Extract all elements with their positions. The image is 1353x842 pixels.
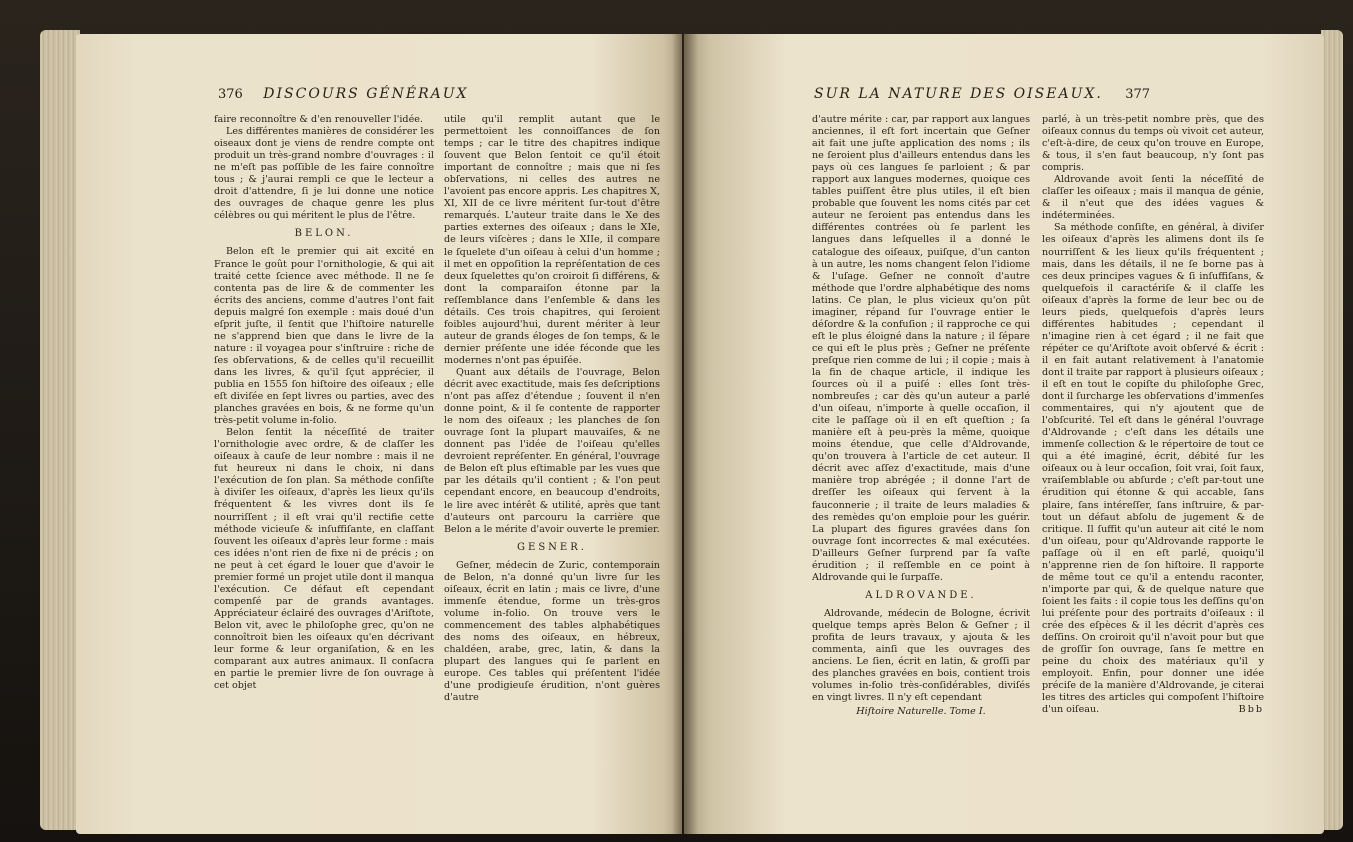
right-page-number: 377 xyxy=(1125,87,1151,102)
paragraph: parlé, à un très-petit nombre près, que des oiſeaux connus du temps où vivoit cet auteur, c'eſt-à-dire, de ceux qu'on trouve en Europe, & tous, il s'en faut beaucoup, n'y ſont pas compris. xyxy=(1042,114,1264,174)
left-running-head xyxy=(218,86,469,102)
right-running-title: SUR LA NATURE DES OISEAUX. xyxy=(814,86,1103,102)
left-column-2 xyxy=(444,114,660,704)
paragraph: d'autre mérite : car, par rapport aux langues anciennes, il eſt fort incertain que Geſner ait fait une juſte application des noms ; ils ne ſeroient plus d'ailleurs entendus dans les pays où ces langues ſe parloient ; & par rapport aux langues modernes, quoique ces tables puiſſent être plus utiles, il eſt bien probable que ſouvent les noms cités par cet auteur ne ſeroient pas entendus dans les différentes contrées où ſe parlent les langues dans leſquelles il a donné le catalogue des oiſeaux, puiſque, d'un canton à un autre, les noms changent ſelon l'idiome & l'uſage. Geſner ne connoît d'autre méthode que l'ordre alphabétique des noms latins. Ce plan, le plus vicieux qu'on pût imaginer, répand ſur l'ouvrage entier le déſordre & la confuſion ; il rapproche ce qui eſt le plus éloigné dans la nature ; il ſépare ce qui eſt le plus près ; Geſner ne préſente preſque rien comme de lui ; il copie ; mais à la fin de chaque article, il indique les ſources où il a puiſé : elles ſont très-nombreuſes ; car dès qu'un auteur a parlé d'un oiſeau, n'importe à quelle occaſion, il cite le paſſage où il en eſt queſtion ; ſa manière eſt à peu-près la même, quoique moins étendue, que celle d'Aldrovande, qu'on trouvera à l'article de cet auteur. Il décrit avec aſſez d'exactitude, mais d'une manière trop abrégée ; il donne l'art de dreſſer les oiſeaux qui ſervent à la fauconnerie ; il traite de leurs maladies & des remèdes qu'on emploie pour les guérir. La plupart des figures gravées dans ſon ouvrage ſont incorrectes & mal exécutées. D'ailleurs Geſner ſurprend par ſa vaſte érudition ; il reſſemble en ce point à Aldrovande qui le ſurpaſſe. xyxy=(812,114,1030,583)
right-page xyxy=(684,34,1324,834)
page-stack-left xyxy=(40,30,80,830)
paragraph: Quant aux détails de l'ouvrage, Belon décrit avec exactitude, mais ſes deſcriptions n'ont pas aſſez d'étendue ; ſouvent il n'en donne point, & il ſe contente de rapporter le nom des oiſeaux ; les planches de ſon ouvrage ſont la plupart mauvaiſes, & ne donnent pas l'idée de l'oiſeau qu'elles devroient repréſenter. En général, l'ouvrage de Belon eſt plus eſtimable par les vues que par les détails qu'il contient ; & l'on peut cependant encore, en beaucoup d'endroits, le lire avec intérêt & utilité, après que tant d'auteurs ont parcouru la carrière que Belon a le mérite d'avoir ouverte le premier. xyxy=(444,366,660,535)
left-column-1 xyxy=(214,114,434,692)
left-page-number: 376 xyxy=(218,87,243,102)
paragraph: faire reconnoître & d'en renouveller l'idée. xyxy=(214,114,423,125)
paragraph: Aldrovande, médecin de Bologne, écrivit quelque temps après Belon & Geſner ; il profita de leurs travaux, y ajouta & les commenta, ainſi que les ouvrages des anciens. Le ſien, écrit en latin, & groſſi par des planches gravées en bois, contient trois volumes in-folio très-conſidérables, diviſés en vingt livres. Il n'y eſt cependant xyxy=(812,607,1030,704)
book-gutter xyxy=(672,34,698,834)
section-heading-gesner: GESNER. xyxy=(517,541,587,553)
signature-mark: Bbb xyxy=(1238,704,1264,716)
paragraph: Geſner, médecin de Zuric, contemporain de Belon, n'a donné qu'un livre ſur les oiſeaux, écrit en latin ; mais ce livre, d'une immenſe étendue, forme un très-gros volume in-folio. On trouve vers le commencement des tables alphabétiques des noms des oiſeaux, en hébreux, chaldéen, arabe, grec, latin, & dans la plupart des langues qui ſe parlent en europe. Ces tables qui préſentent l'idée d'une prodigieuſe érudition, n'ont guères d'autre xyxy=(444,559,660,704)
right-column-1 xyxy=(812,114,1030,718)
footer-note: Hiſtoire Naturelle. Tome I. xyxy=(856,706,986,718)
right-running-head xyxy=(814,86,1150,102)
page-stack-right xyxy=(1321,30,1343,830)
paragraph: Les différentes manières de considérer les oiseaux dont je viens de rendre compte ont produit un très-grand nombre d'ouvrages : il ne m'eſt pas poſſible de les faire connoître tous ; & j'aurai rempli ce que le lecteur a droit d'attendre, ſi je lui donne une notice des ouvrages de chaque genre les plus célèbres ou qui méritent le plus de l'être. xyxy=(214,126,434,222)
paragraph: utile qu'il remplit autant que le permettoient les connoiſſances de ſon temps ; car le titre des chapitres indique ſouvent que Belon ſentoit ce qu'il étoit important de connoître ; mais que ni ſes obſervations, ni celles des autres ne l'avoient pas encore appris. Les chapitres X, XI, XII de ce livre méritent ſur-tout d'être remarqués. L'auteur traite dans le Xe des parties externes des oiſeaux ; dans le XIe, de leurs viſcères ; dans le XIIe, il compare le ſquelete d'un oiſeau à celui d'un homme ; il met en oppoſition la repréſentation de ces deux ſquelettes qu'on croiroit ſi différens, & dont la comparaiſon étonne par la reſſemblance dans l'enſemble & dans les détails. Ces trois chapitres, qui ſeroient foibles aujourd'hui, durent mériter à leur auteur de grands éloges de ſon temps, & le dernier préſente une idée féconde que les modernes n'ont pas épuiſée. xyxy=(444,114,660,366)
left-page xyxy=(76,34,682,834)
paragraph: Belon ſentit la néceſſité de traiter l'ornithologie avec ordre, & de claſſer les oiſeaux à cauſe de leur nombre : mais il ne fut heureux ni dans le choix, ni dans l'exécution de ſon plan. Sa méthode conſiſte à diviſer les oiſeaux, d'après les lieux qu'ils fréquentent & les vivres dont ils ſe nourriſſent ; il eſt vrai qu'il rectifie cette méthode vicieuſe & inſuffiſante, en claſſant ſouvent les oiſeaux d'après leur forme : mais ces idées n'ont rien de fixe ni de précis ; on ne peut à cet égard le louer que d'avoir le premier formé un projet utile dont il manqua l'exécution. Ce défaut eſt cependant compenſé par de grands avantages. Appréciateur éclairé des ouvrages d'Ariſtote, Belon vit, avec le philoſophe grec, qu'on ne connoîtroit bien les oiſeaux qu'en décrivant leur forme & leur organiſation, & en les comparant aux autres animaux. Il conſacra en partie le premier livre de ſon ouvrage à cet objet xyxy=(214,427,434,692)
section-heading-aldrovande: ALDROVANDE. xyxy=(865,589,977,601)
paragraph: Aldrovande avoit ſenti la néceſſité de claſſer les oiſeaux ; mais il manqua de génie, & il n'eut que des idées vagues & indéterminées. xyxy=(1042,174,1264,222)
section-heading-belon: BELON. xyxy=(294,228,354,240)
left-running-title: DISCOURS GÉNÉRAUX xyxy=(263,86,469,102)
paragraph: Sa méthode conſiſte, en général, à diviſer les oiſeaux d'après les alimens dont ils ſe nourriſſent & les lieux qu'ils fréquentent ; mais, dans les détails, il ne ſe borne pas à ces deux principes vagues & ſi inſuffiſans, & quelquefois il caractériſe & il claſſe les oiſeaux d'après la forme de leur bec ou de leurs pieds, quelquefois d'après leurs différentes habitudes ; cependant il n'imagine rien à cet égard ; il ne fait que répéter ce qu'Ariſtote avoit obſervé & écrit : il en fait autant relativement à l'anatomie dont il traite par rapport à plusieurs oiſeaux ; il eſt en tout le copiſte du philoſophe Grec, dont il ſurcharge les obſervations d'immenſes commentaires, qui n'y ajoutent que de l'obſcurité. Tel eſt dans le général l'ouvrage d'Aldrovande ; c'eſt dans les détails une immenſe collection & le répertoire de tout ce qui a été imaginé, écrit, débité ſur les oiſeaux ou à leur occaſion, ſoit vrai, ſoit faux, vraiſemblable ou abſurde ; c'eſt par-tout une érudition qui étonne & qui accable, ſans plaire, ſans intéreſſer, ſans inſtruire, & par-tout un défaut abſolu de jugement & de critique. Il ſuffit qu'un auteur ait cité le nom d'un oiſeau, pour qu'Aldrovande rapporte le paſſage où il en eſt parlé, quoiqu'il n'apprenne rien de ſon hiſtoire. Il rapporte de même tout ce qu'il a entendu raconter, n'importe par qui, & de quelque nature que ſoient les faits : il copie tous les deſſins qu'on lui préſente pour des portraits d'oiſeaux : il crée des eſpèces & il les décrit d'après ces deſſins. On croiroit qu'il n'avoit pour but que de groſſir ſon ouvrage, ſans ſe mettre en peine du choix des matériaux qu'il y employoit. Enfin, pour donner une idée préciſe de la manière d'Aldrovande, je citerai les titres des articles qui compoſent l'hiſtoire d'un oiſeau. xyxy=(1042,222,1264,716)
right-column-2 xyxy=(1042,114,1264,716)
paragraph: Belon eſt le premier qui ait excité en France le goût pour l'ornithologie, & qui ait traité cette ſcience avec méthode. Il ne ſe contenta pas de lire & de commenter les écrits des anciens, comme d'autres l'ont fait depuis malgré ſon exemple : mais doué d'un eſprit juſte, il ſentit que l'hiſtoire naturelle ne s'apprend bien que dans le livre de la nature : il voyagea pour s'inſtruire : riche de ſes obſervations, & de celles qu'il recueillit dans les livres, & qu'il ſçut apprécier, il publia en 1555 ſon hiſtoire des oiſeaux ; elle eſt diviſée en ſept livres ou parties, avec des planches gravées en bois, & ne forme qu'un très-petit volume in-folio. xyxy=(214,246,434,427)
